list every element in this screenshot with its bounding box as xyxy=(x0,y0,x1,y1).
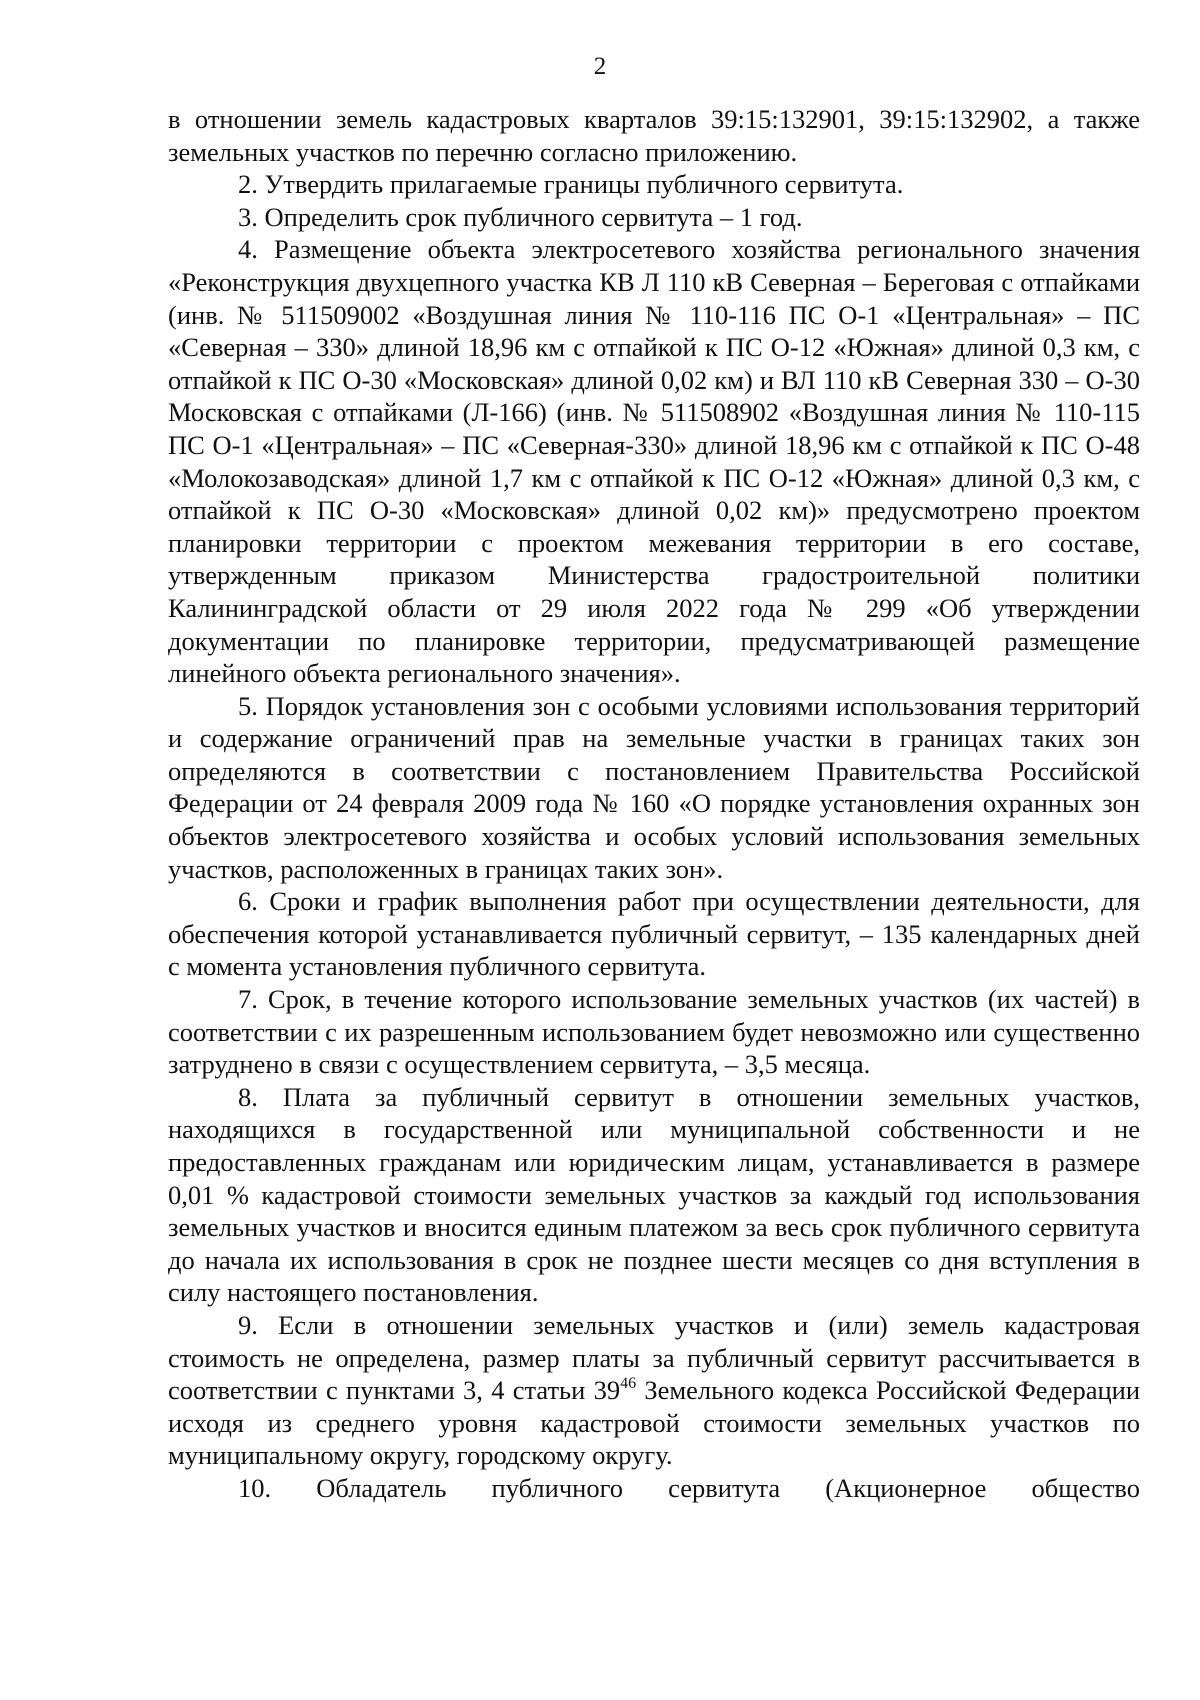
paragraph-8: 8. Плата за публичный сервитут в отношении земельных участков, находящихся в государственной или муниципальной собственности и не предоставленных гражданам или юридическим лицам, устанавливается в размере 0,01 % кадастровой стоимости земельных участков за каждый год использования земельных участков и вносится единым платежом за весь срок публичного сервитута до начала их использования в срок не позднее шести месяцев со дня вступления в силу настоящего постановления. xyxy=(168,1081,1140,1308)
paragraph-4: 4. Размещение объекта электросетевого хозяйства регионального значения «Реконструкция двухцепного участка КВ Л 110 кВ Северная – Береговая с отпайками (инв. № 511509002 «Воздушная линия № 110-116 ПС О-1 «Центральная» – ПС «Северная – 330» длиной 18,96 км с отпайкой к ПС О-12 «Южная» длиной 0,3 км, с отпайкой к ПС О-30 «Московская» длиной 0,02 км) и ВЛ 110 кВ Северная 330 – О-30 Московская с отпайками (Л-166) (инв. № 511508902 «Воздушная линия № 110-115 ПС О-1 «Центральная» – ПС «Северная-330» длиной 18,96 км с отпайкой к ПС О-48 «Молокозаводская» длиной 1,7 км с отпайкой к ПС О-12 «Южная» длиной 0,3 км, с отпайкой к ПС О-30 «Московская» длиной 0,02 км)» предусмотрено проектом планировки территории с проектом межевания территории в его составе, утвержденным приказом Министерства градостроительной политики Калининградской области от 29 июля 2022 года № 299 «Об утверждении документации по планировке территории, предусматривающей размещение линейного объекта регионального значения». xyxy=(168,234,1140,689)
paragraph-9-text-after: Земельного кодекса Российской Федерации исходя из среднего уровня кадастровой стоимости земельных участков по муниципальному округу, городскому округу. xyxy=(168,1375,1141,1471)
page-number: 2 xyxy=(593,53,607,80)
paragraph-2: 2. Утвердить прилагаемые границы публичного сервитута. xyxy=(238,169,904,200)
paragraph-3: 3. Определить срок публичного сервитута – 1 год. xyxy=(238,201,803,232)
paragraph-6: 6. Сроки и график выполнения работ при осуществлении деятельности, для обеспечения которой устанавливается публичный сервитут, – 135 календарных дней с момента установления публичного сервитута. xyxy=(168,886,1140,982)
paragraph-7: 7. Срок, в течение которого использование земельных участков (их частей) в соответствии с их разрешенным использованием будет невозможно или существенно затруднено в связи с осуществлением сервитута, – 3,5 месяца. xyxy=(168,984,1140,1080)
paragraph-5: 5. Порядок установления зон с особыми условиями использования территорий и содержание ограничений прав на земельные участки в границах таких зон определяются в соответствии с постановлением Правительства Российской Федерации от 24 февраля 2009 года № 160 «О порядке установления охранных зон объектов электросетевого хозяйства и особых условий использования земельных участков, расположенных в границах таких зон». xyxy=(168,690,1140,884)
document-body xyxy=(168,103,1140,1505)
paragraph-9 xyxy=(168,1309,1140,1472)
paragraph-9-text-before: 9. Если в отношении земельных участков и (или) земель кадастровая стоимость не определена, размер платы за публичный сервитут рассчитывается в соответствии с пунктами 3, 4 статьи 39 xyxy=(168,1309,1140,1406)
paragraph-1-continuation: в отношении земель кадастровых кварталов 39:15:132901, 39:15:132902, а также земельных участков по перечню согласно приложению. xyxy=(168,104,1140,167)
article-superscript: 46 xyxy=(620,1375,637,1393)
paragraph-10-start: 10. Обладатель публичного сервитута (Акционерное общество xyxy=(238,1472,1140,1503)
